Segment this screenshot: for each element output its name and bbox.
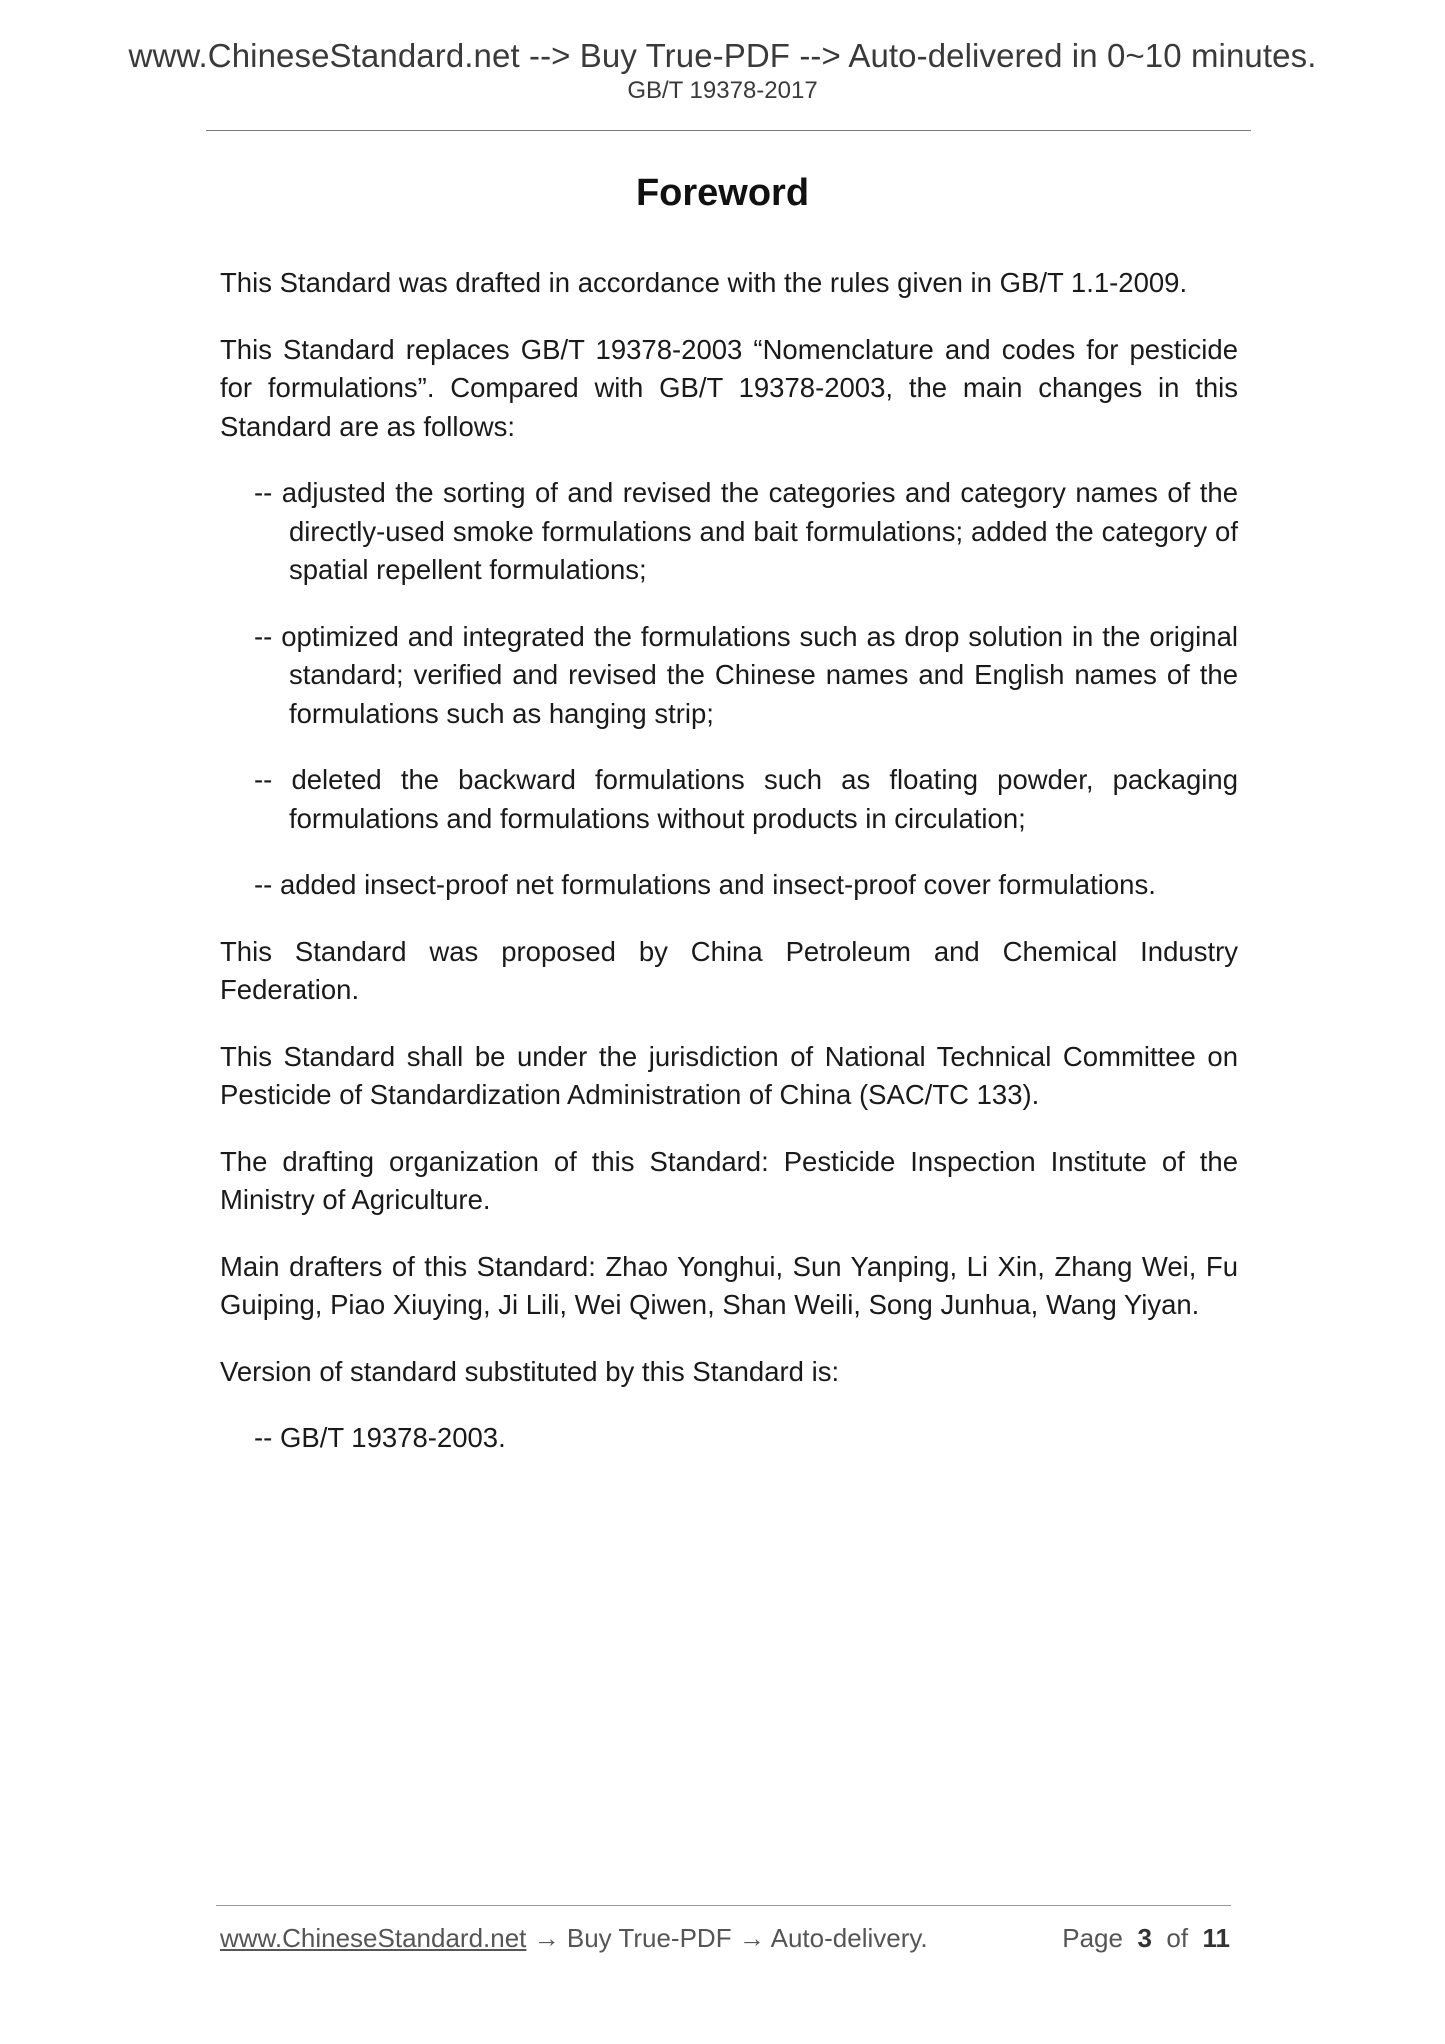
- footer-delivery-text: Auto-delivery.: [770, 1923, 928, 1953]
- substituted-item: -- GB/T 19378-2003.: [254, 1422, 506, 1453]
- paragraph-main-drafters: Main drafters of this Standard: Zhao Yonghui, Sun Yanping, Li Xin, Zhang Wei, Fu Guiping, Piao Xiuying, Ji Lili, Wei Qiwen, Shan Weili, Song Junhua, Wang Yiyan.: [220, 1250, 1238, 1320]
- of-label: of: [1166, 1923, 1189, 1953]
- arrow-right-icon: →: [738, 1923, 765, 1953]
- foreword-body: [220, 264, 1238, 1486]
- change-item: -- deleted the backward formulations such as floating powder, packaging formulations and formulations without products in circulation;: [254, 764, 1238, 834]
- page-label: Page: [1062, 1923, 1123, 1953]
- page-title: Foreword: [635, 172, 810, 214]
- footer-promo: [220, 1923, 928, 1953]
- page-current: 3: [1137, 1923, 1152, 1953]
- arrow-right-icon: →: [533, 1923, 560, 1953]
- paragraph-drafting-rules: This Standard was drafted in accordance with the rules given in GB/T 1.1-2009.: [220, 267, 1188, 298]
- change-item: -- added insect-proof net formulations and insect-proof cover formulations.: [254, 869, 1156, 900]
- paragraph-proposed-by: This Standard was proposed by China Petroleum and Chemical Industry Federation.: [220, 935, 1238, 1005]
- footer-buy-text: Buy True-PDF: [566, 1923, 732, 1953]
- page-number: [1062, 1922, 1230, 1956]
- footer-divider: [216, 1905, 1231, 1906]
- paragraph-jurisdiction: This Standard shall be under the jurisdiction of National Technical Committee on Pesticide of Standardization Administration of China (SAC/TC 133).: [220, 1040, 1238, 1110]
- paragraph-substituted-version: Version of standard substituted by this Standard is:: [220, 1355, 840, 1387]
- page-footer: [220, 1922, 1230, 1956]
- page-total: 11: [1202, 1923, 1230, 1953]
- change-item: -- optimized and integrated the formulations such as drop solution in the original standard; verified and revised the Chinese names and English names of the formulations such as hanging strip;: [254, 620, 1238, 729]
- header-standard-code: GB/T 19378-2017: [627, 77, 818, 105]
- header-banner: www.ChineseStandard.net --> Buy True-PDF --> Auto-delivered in 0~10 minutes.: [128, 37, 1317, 74]
- page-header: [0, 38, 1445, 105]
- change-item: -- adjusted the sorting of and revised the categories and category names of the directly-used smoke formulations and bait formulations; added the category of spatial repellent formulations;: [254, 477, 1238, 585]
- paragraph-drafting-organization: The drafting organization of this Standard: Pesticide Inspection Institute of the Ministry of Agriculture.: [220, 1145, 1238, 1215]
- paragraph-replaces: This Standard replaces GB/T 19378-2003 “Nomenclature and codes for pesticide for formulations”. Compared with GB/T 19378-2003, the main changes in this Standard are as follows:: [220, 333, 1238, 442]
- footer-site-link[interactable]: www.ChineseStandard.net: [220, 1923, 527, 1953]
- header-divider: [206, 130, 1251, 131]
